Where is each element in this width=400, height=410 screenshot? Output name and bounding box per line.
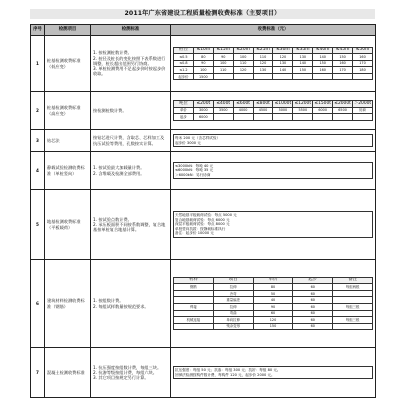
- fee-subtable-cell: 4000: [233, 107, 253, 114]
- fee-subtable: [173, 47, 373, 81]
- fee-subtable-cell: 130: [293, 54, 313, 61]
- fee-subtable-header-cell: ≤45m: [333, 47, 353, 54]
- fee-subtable-cell: 120: [233, 67, 253, 74]
- fee-subtable-cell: [273, 73, 293, 80]
- fee-subtable-cell: 80: [253, 284, 293, 291]
- fee-subtable-cell: [213, 73, 233, 80]
- fee-note-line: 备注：起步价 10000 元: [175, 231, 214, 236]
- fee-subtable-cell: 110: [233, 60, 253, 67]
- fee-subtable-row: [174, 323, 373, 330]
- fee-subtable-cell: 150: [253, 323, 293, 330]
- fee-subtable-header-cell: ≤1500t: [314, 100, 331, 106]
- fee-subtable-cell: 3500: [213, 107, 233, 114]
- fee-subtable-cell: 80: [193, 54, 213, 61]
- fee-subtable-header-cell: ≤20m: [233, 47, 253, 54]
- fee-note-line: 天然地基平板载荷试验：每点 5000 元: [175, 213, 237, 218]
- fee-subtable-cell: 140: [293, 60, 313, 67]
- table-row: [31, 92, 376, 130]
- fee-subtable-cell: 拉伸: [213, 284, 253, 291]
- row-standard: 1. 按试验最大加载量计费。 2. 含堆载及检测全部费用。: [91, 152, 171, 190]
- fee-subtable-cell: 冷弯: [213, 290, 253, 297]
- fee-subtable-cell: ≤0.8: [174, 60, 194, 67]
- fee-subtable-cell: [353, 73, 373, 80]
- fee-subtable-header-cell: ≤30m: [273, 47, 293, 54]
- fee-subtable-cell: [293, 114, 313, 121]
- table-row: [31, 36, 376, 92]
- fee-subtable-header-cell: 备注: [333, 277, 373, 284]
- fee-subtable-cell: [333, 297, 373, 304]
- fee-subtable-cell: 单价: [174, 107, 194, 114]
- fee-subtable-cell: [333, 323, 373, 330]
- fee-subtable-cell: 60: [293, 290, 333, 297]
- fee-subtable-cell: ≤1.2: [174, 67, 194, 74]
- row-item: 混凝土检测收费标准: [45, 348, 91, 398]
- col-header-item: 检测项目: [45, 25, 91, 36]
- fee-subtable-cell: 170: [353, 60, 373, 67]
- fee-subtable-cell: 6500: [333, 107, 353, 114]
- row-fee: [171, 348, 376, 398]
- fee-subtable-cell: 60: [293, 310, 333, 317]
- fee-subtable-cell: [253, 114, 273, 121]
- fee-subtable-row: [174, 60, 373, 67]
- fee-subtable-cell: 1500: [193, 73, 213, 80]
- fee-subtable-cell: 每组三根: [333, 304, 373, 311]
- table-row: [31, 152, 376, 190]
- fee-subtable-header: [174, 101, 373, 108]
- fee-subtable-cell: 5000: [273, 107, 293, 114]
- table-row: [31, 130, 376, 152]
- table-row: [31, 190, 376, 260]
- fee-subtable-cell: [333, 114, 353, 121]
- fee-subtable-cell: 140: [313, 54, 333, 61]
- row-fee: [171, 92, 376, 130]
- row-number: 6: [31, 260, 45, 348]
- fee-subtable-cell: [313, 73, 333, 80]
- fee-subtable-row: [174, 290, 373, 297]
- fee-subtable-cell: [313, 114, 333, 121]
- fee-notes: [173, 211, 373, 238]
- fee-subtable-cell: [174, 323, 214, 330]
- fee-note-line: 单桩竖向抗拔：按静载标准执行: [175, 226, 226, 231]
- fee-subtable-cell: 6000: [193, 114, 213, 121]
- fee-subtable-row: [174, 114, 373, 121]
- fee-notes: [173, 162, 373, 180]
- fee-subtable-cell: 协商: [353, 107, 373, 114]
- fee-subtable-cell: 60: [253, 310, 293, 317]
- fee-subtable-header-cell: ＞2000t: [353, 100, 372, 106]
- fee-subtable-header-cell: ≤1200t: [294, 100, 312, 106]
- fee-note-line: 抗压强度：每组 50 元；抗渗：每组 300 元；抗折：每组 80 元。: [175, 367, 281, 372]
- row-standard: 按钻芯进尺计费，含取芯、芯样加工及抗压试验等费用，孔数按实计算。: [91, 130, 171, 152]
- fee-subtable-row: [174, 284, 373, 291]
- fee-note-line: ≤3000kN：每吨 40 元: [175, 163, 214, 168]
- row-standard: 1. 抗压强度按组数计费，每组三块。 2. 抗渗等级按组计费，每组六块。 3. 其它项目按规定另行计算。: [91, 348, 171, 398]
- fee-subtable-header-cell: ≤200t: [193, 101, 213, 108]
- fee-subtable-cell: 残余变形: [213, 323, 253, 330]
- fee-subtable-cell: 钢筋: [174, 284, 214, 291]
- fee-subtable-row: [174, 304, 373, 311]
- fee-subtable-cell: 90: [253, 304, 293, 311]
- fee-subtable-cell: 4500: [253, 107, 273, 114]
- fee-subtable-header: [174, 47, 373, 54]
- row-item: 桩基检测收费标准（低应变）: [45, 36, 91, 92]
- fee-subtable-cell: ≤0.5: [174, 54, 194, 61]
- fee-subtable-header-cell: 桩径: [174, 47, 194, 54]
- fee-subtable-header-cell: 材料: [174, 277, 214, 284]
- fee-notes: [173, 134, 373, 147]
- row-fee: [171, 130, 376, 152]
- fee-subtable-cell: [353, 114, 373, 121]
- fee-subtable-cell: 50: [253, 290, 293, 297]
- row-standard: 1. 按检测桩数计费。 2. 桩径及桩长的变化按照下表系数进行调整，桩长超出范围另行协商。 3. 单桩检测费用不足起步价时按起步价收取。: [91, 36, 171, 92]
- fee-subtable-cell: [333, 310, 373, 317]
- fee-subtable-header: [174, 277, 373, 284]
- fee-subtable-cell: 150: [293, 67, 313, 74]
- fee-note-line: ＞6000kN：另行协商: [175, 172, 211, 177]
- col-header-no: 序号: [31, 25, 45, 36]
- fee-subtable-cell: 重量偏差: [213, 297, 253, 304]
- fee-note-line: 每米 200 元（含芯样试验）: [175, 135, 221, 140]
- fee-subtable-cell: 60: [293, 323, 333, 330]
- fee-subtable-header-cell: 吨位: [174, 101, 194, 108]
- fee-subtable-cell: [174, 310, 214, 317]
- fee-subtable-header-cell: ≤400t: [213, 101, 233, 108]
- fee-subtable-cell: 180: [353, 67, 373, 74]
- fee-subtable-cell: [174, 290, 214, 297]
- row-fee: [171, 36, 376, 92]
- fee-subtable: [173, 277, 373, 331]
- fee-subtable-cell: 机械连接: [174, 317, 214, 324]
- row-item: 静载试验检测收费标准（单桩竖向）: [45, 152, 91, 190]
- row-number: 7: [31, 348, 45, 398]
- fee-subtable-cell: 90: [193, 60, 213, 67]
- fee-subtable-cell: [333, 290, 373, 297]
- fee-subtable-cell: 120: [273, 54, 293, 61]
- fee-subtable-cell: 100: [233, 54, 253, 61]
- fee-subtable-cell: [293, 73, 313, 80]
- table-header-row: [31, 25, 376, 36]
- row-standard: 按检测桩数计费。: [91, 92, 171, 130]
- fee-subtable-header-cell: ≤600t: [233, 101, 253, 108]
- fee-subtable-cell: [213, 114, 233, 121]
- fee-subtable-row: [174, 107, 373, 114]
- col-header-fee: 收费标准（元）: [171, 25, 376, 36]
- row-standard: 1. 按试验点数计费。 2. 承压板面积不同按系数调整，复合地基按单桩复合地基计算。: [91, 190, 171, 260]
- fee-subtable-cell: 弯曲: [213, 310, 253, 317]
- fee-subtable-cell: 130: [273, 60, 293, 67]
- row-number: 5: [31, 190, 45, 260]
- fee-subtable-header-cell: ≤15m: [213, 47, 233, 54]
- fee-subtable-cell: 120: [253, 60, 273, 67]
- fee-subtable-cell: 110: [213, 67, 233, 74]
- fee-notes: [173, 366, 373, 379]
- fee-subtable-header-cell: 起步: [293, 277, 333, 284]
- fee-subtable-row: [174, 73, 373, 80]
- fee-subtable-cell: 100: [213, 60, 233, 67]
- row-fee: [171, 260, 376, 348]
- fee-subtable-header-cell: 项目: [213, 277, 253, 284]
- fee-subtable-cell: 60: [293, 317, 333, 324]
- fee-subtable-cell: [233, 114, 253, 121]
- fee-subtable-cell: 起步: [174, 114, 194, 121]
- fee-subtable-cell: 160: [353, 54, 373, 61]
- fee-note-line: 复合地基载荷试验：每点 6000 元: [175, 217, 230, 222]
- row-standard: 1. 按组数计费。 2. 每组试样数量按规范要求。: [91, 260, 171, 348]
- row-number: 4: [31, 152, 45, 190]
- fee-subtable-header-cell: ≤10m: [193, 47, 213, 54]
- fee-subtable-cell: 单向拉伸: [213, 317, 253, 324]
- fee-subtable-cell: 每组三根: [333, 317, 373, 324]
- fee-subtable-row: [174, 317, 373, 324]
- fee-subtable-header-cell: ≤40m: [313, 47, 333, 54]
- fee-subtable-cell: 起步价: [174, 73, 194, 80]
- row-fee: [171, 190, 376, 260]
- fee-subtable-cell: 焊接: [174, 304, 214, 311]
- fee-subtable-cell: 160: [313, 67, 333, 74]
- fee-subtable-cell: 150: [333, 54, 353, 61]
- fee-subtable-cell: 140: [273, 67, 293, 74]
- fee-note-line: 起步价 3000 元: [175, 140, 201, 145]
- fee-subtable-header-cell: 单价: [253, 277, 293, 284]
- fee-subtable-row: [174, 54, 373, 61]
- fee-subtable-cell: [273, 114, 293, 121]
- fee-subtable-header-cell: ≤800t: [253, 101, 273, 108]
- fee-subtable-cell: 3000: [193, 107, 213, 114]
- row-item: 桩基检测收费标准（高应变）: [45, 92, 91, 130]
- fee-subtable-cell: 160: [333, 60, 353, 67]
- row-item: 建筑材料检测收费标准（钢筋）: [45, 260, 91, 348]
- fee-subtable-header-cell: ≤35m: [293, 47, 313, 54]
- fee-subtable-header-cell: ≤1000t: [274, 100, 292, 106]
- fee-subtable-cell: 60: [293, 284, 333, 291]
- fee-subtable-row: [174, 67, 373, 74]
- fee-subtable-header-cell: ≤25m: [253, 47, 273, 54]
- fee-note-line: 深层平板载荷试验：每点 8000 元: [175, 222, 230, 227]
- fee-subtable-cell: 130: [253, 67, 273, 74]
- fee-subtable-cell: 每组两根: [333, 284, 373, 291]
- fee-subtable-cell: [233, 73, 253, 80]
- row-number: 2: [31, 92, 45, 130]
- fee-subtable-cell: [333, 73, 353, 80]
- row-number: 3: [31, 130, 45, 152]
- fee-note-line: ≤6000kN：每吨 35 元: [175, 168, 214, 173]
- fee-subtable-cell: [253, 73, 273, 80]
- fee-subtable-cell: 150: [313, 60, 333, 67]
- fee-subtable-cell: 170: [333, 67, 353, 74]
- document-sheet: [30, 8, 375, 408]
- page-title-text: 2011年广东省建设工程质量检测收费标准（主要项目）: [124, 10, 281, 17]
- fee-table: [30, 24, 376, 398]
- col-header-standard: 检测标准: [91, 25, 171, 36]
- fee-subtable-cell: 120: [253, 317, 293, 324]
- table-row: [31, 260, 376, 348]
- table-row: [31, 348, 376, 398]
- row-fee: [171, 152, 376, 190]
- fee-subtable-cell: 90: [213, 54, 233, 61]
- fee-note-line: 回弹法检测按构件数计费，每构件 120 元，起步价 2000 元。: [175, 372, 275, 377]
- fee-subtable-header-cell: ≤2000t: [334, 100, 351, 106]
- fee-subtable: [173, 100, 373, 121]
- fee-subtable-cell: 60: [293, 304, 333, 311]
- fee-subtable-header-cell: ≤50m: [353, 47, 373, 54]
- fee-subtable-cell: 100: [193, 67, 213, 74]
- fee-subtable-cell: 40: [253, 297, 293, 304]
- fee-subtable-cell: 5500: [293, 107, 313, 114]
- fee-subtable-cell: 6000: [313, 107, 333, 114]
- row-item: 钻芯法: [45, 130, 91, 152]
- fee-subtable-cell: [174, 297, 214, 304]
- row-item: 地基检测收费标准（平板载荷）: [45, 190, 91, 260]
- row-number: 1: [31, 36, 45, 92]
- fee-subtable-row: [174, 310, 373, 317]
- fee-subtable-cell: 60: [293, 297, 333, 304]
- fee-subtable-cell: 110: [253, 54, 273, 61]
- fee-subtable-row: [174, 297, 373, 304]
- fee-subtable-cell: 拉伸: [213, 304, 253, 311]
- page-title: [30, 8, 375, 20]
